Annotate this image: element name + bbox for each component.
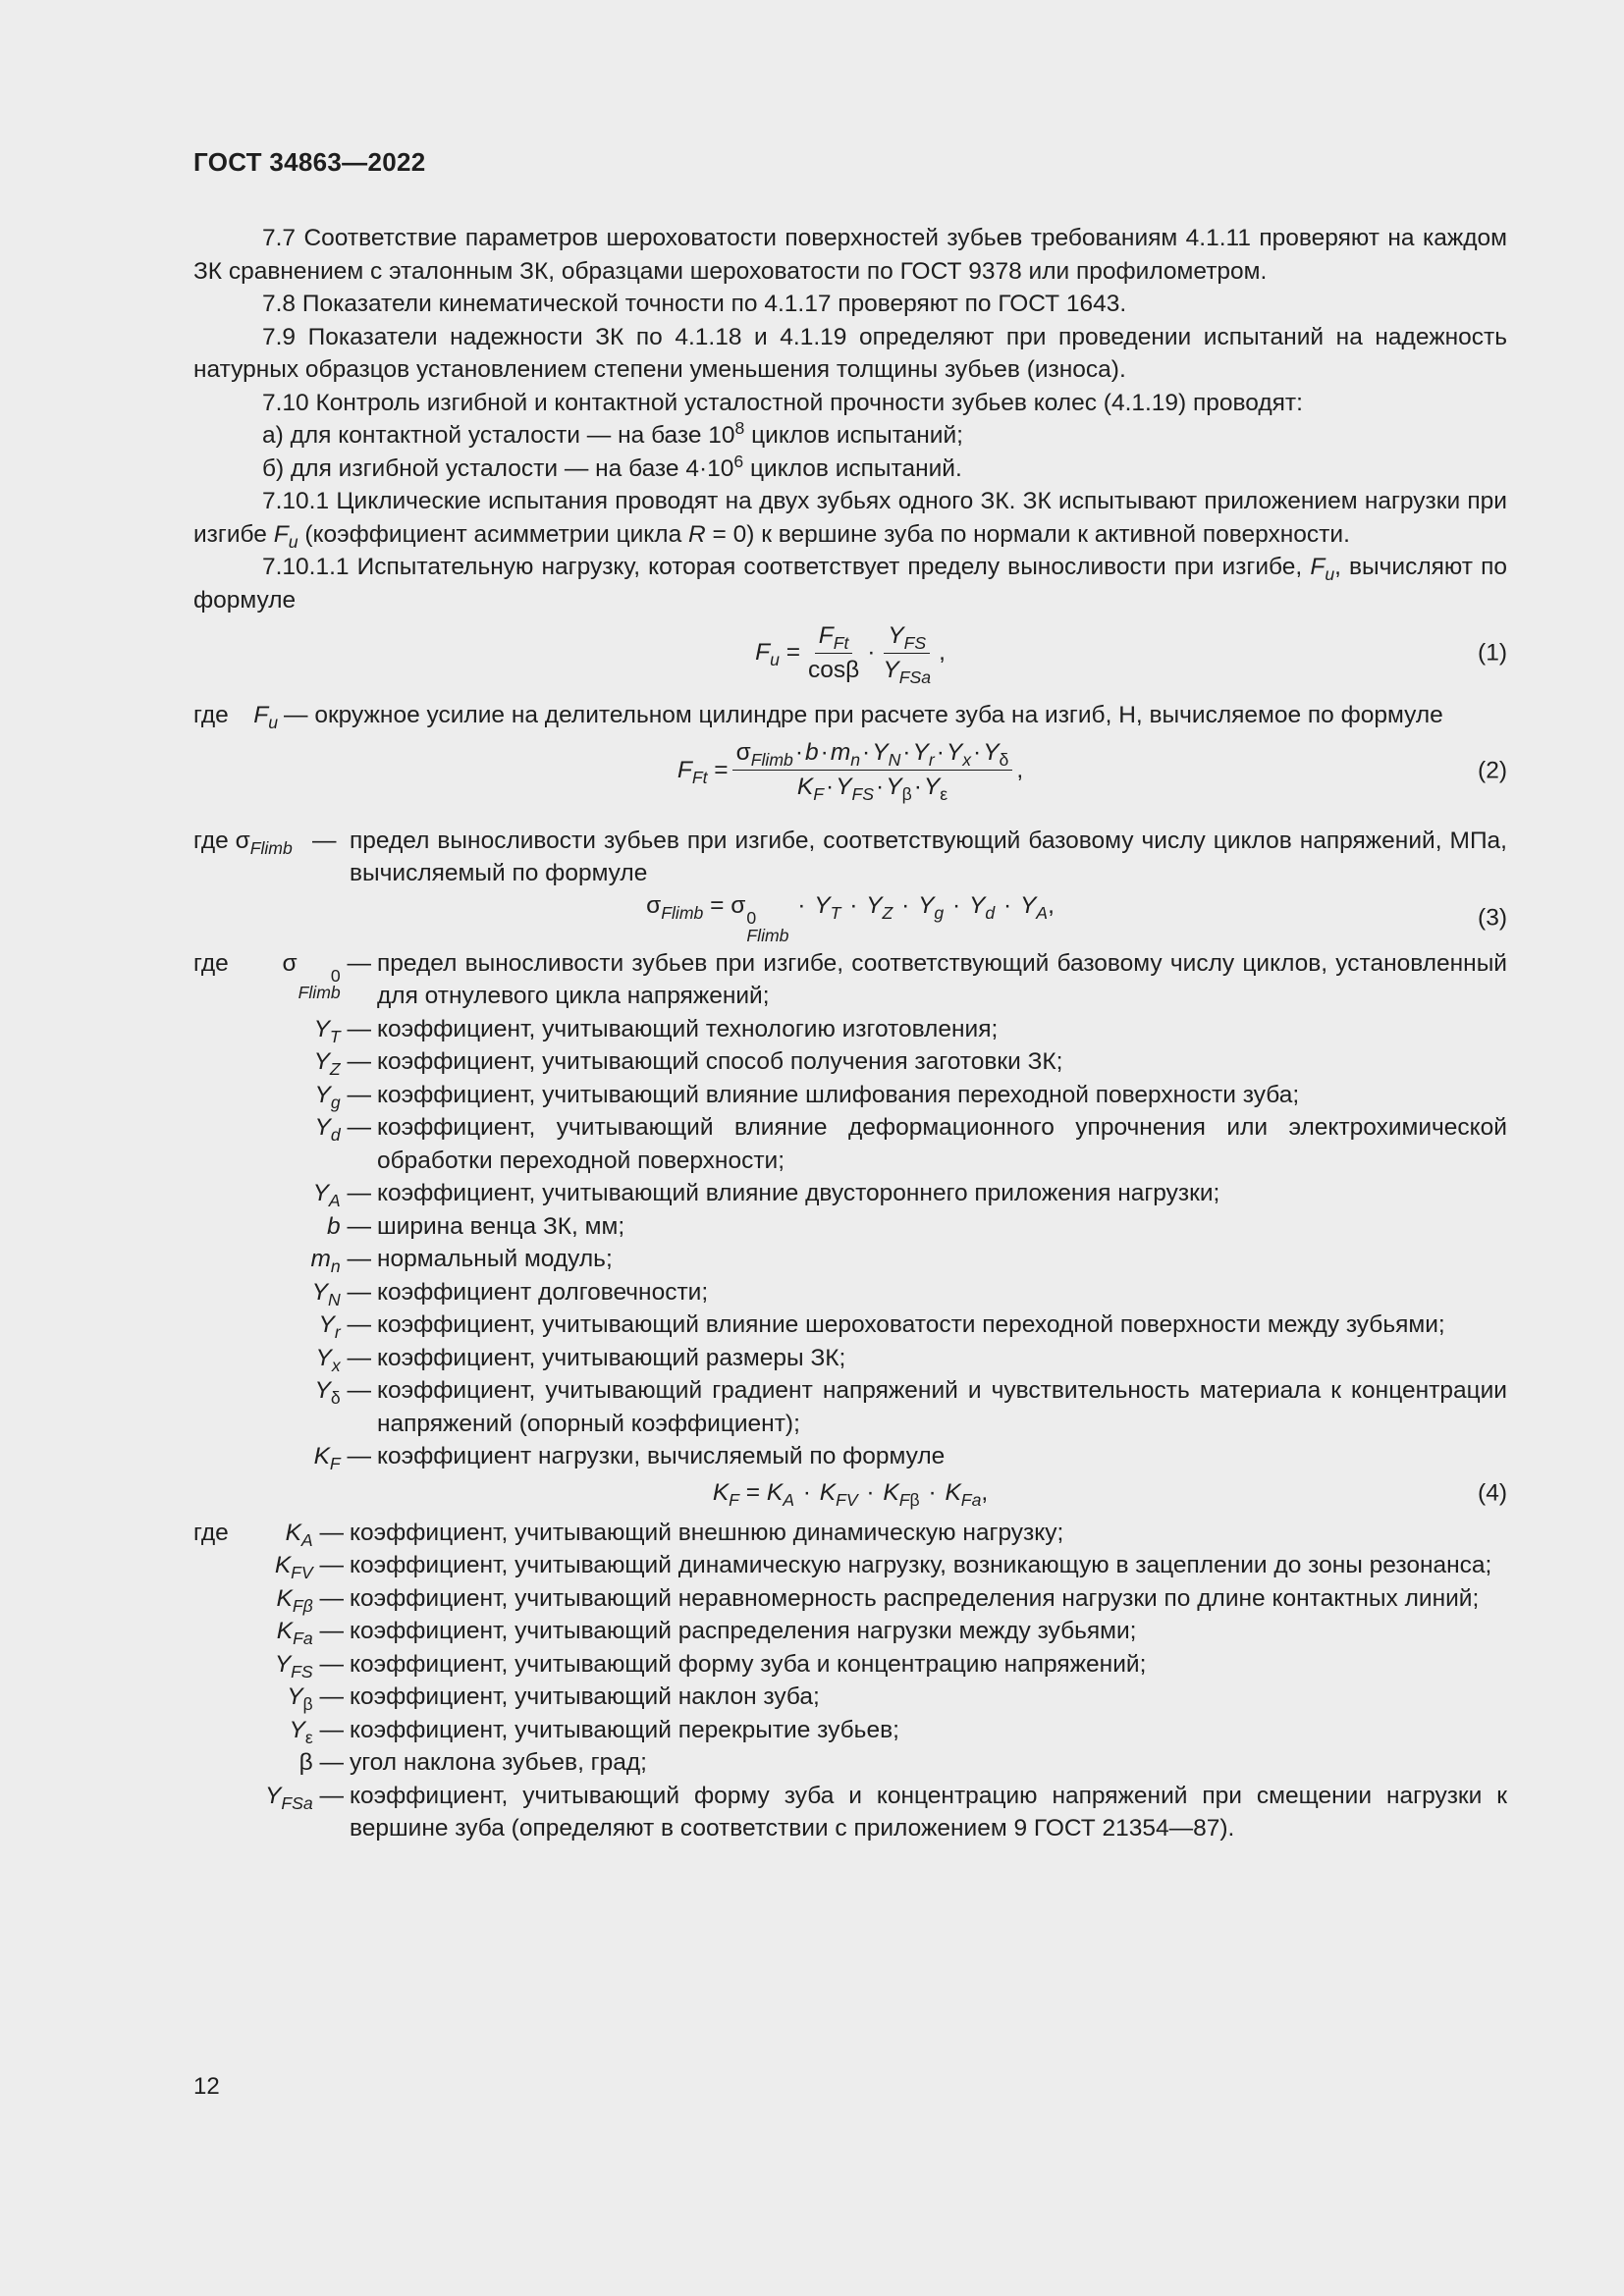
symbol-sub: FSa (281, 1792, 313, 1813)
definition-text: коэффициент, учитывающий влияние двустороннего приложения нагрузки; (377, 1180, 1220, 1206)
symbol-cell (193, 1177, 371, 1210)
symbol-cell (193, 1746, 344, 1780)
definition-text: коэффициент нагрузки, вычисляемый по формуле (377, 1443, 946, 1469)
symbol-cell (193, 1276, 371, 1309)
equation-2: $F_{Ft}$ = $\frac{\sigma_{Flimb}\cdot b\cdot m_n\cdot Y_N\cdot Y_r\cdot Y_x\cdot Y_\delta}{K_F\cdot Y_{FS}\cdot Y_\beta\cdot Y_\varepsilon}$ , (2) (677, 739, 1507, 805)
definition-text: коэффициент, учитывающий внешнюю динамическую нагрузку; (350, 1519, 1064, 1546)
definition-text: коэффициент долговечности; (377, 1278, 709, 1306)
symbol-sub: N (327, 1289, 341, 1309)
symbol: $Y_\delta$ — (314, 1377, 371, 1409)
symbol-cell (193, 1342, 371, 1375)
symbol: $m_n$ — (310, 1246, 371, 1277)
symbol-letter: K (313, 1443, 330, 1469)
definition-block-2 (193, 825, 1507, 890)
symbol: $Y_\varepsilon$ — (289, 1716, 344, 1747)
paragraph-7-10-1-1: 7.10.1.1 Испытательную нагрузку, которая соответствует пределу выносливости при изгибе, $F_и$, вычисляют по формуле (193, 554, 1507, 614)
where-label: где (193, 1519, 229, 1546)
list-item-b: б) для изгибной усталости — на базе $4\cdot 10^6$ циклов испытаний. (262, 451, 962, 482)
symbol-cell (193, 1111, 371, 1177)
document-body (193, 222, 1507, 1845)
definition-text: коэффициент, учитывающий динамическую нагрузку, возникающую в зацеплении до зоны резонанса; (350, 1552, 1492, 1578)
definition-text: коэффициент, учитывающий распределения нагрузки между зубьями; (350, 1618, 1137, 1644)
definition-text: коэффициент, учитывающий влияние шероховатости переходной поверхности между зубьями; (377, 1311, 1445, 1338)
symbol-cell (193, 1243, 371, 1276)
symbol-F-i: $F_и$ (253, 702, 278, 733)
definition-text: ширина венца ЗК, мм; (377, 1212, 625, 1240)
definition-text: — окружное усилие на делительном цилиндре при расчете зуба на изгиб, Н, вычисляемое по формуле (284, 702, 1443, 728)
symbol-letter: Y (289, 1716, 305, 1743)
symbol-cell (193, 1374, 371, 1440)
symbol-cell (193, 1210, 371, 1244)
symbol: $K_{FV}$ — (274, 1552, 344, 1583)
symbol-cell (193, 1079, 371, 1112)
symbol: σ 0 Flimb — (282, 949, 371, 1003)
definition-text: коэффициент, учитывающий неравномерность распределения нагрузки по длине контактных линий; (350, 1584, 1480, 1612)
symbol: b — (327, 1212, 371, 1240)
symbol-supsub (298, 965, 341, 1003)
symbol-cell (193, 1013, 371, 1046)
definition-text: предел выносливости зубьев при изгибе, соответствующий базовому числу циклов, установленный для отнулевого цикла напряжений; (377, 949, 1507, 1009)
where-label: где (193, 949, 229, 977)
document-header: ГОСТ 34863—2022 (193, 147, 426, 177)
symbol: $Y_x$ — (315, 1344, 371, 1375)
equation-3: $\sigma_{Flimb} = \sigma$ 0 Flimb · $Y_T \cdot Y_Z \cdot Y_g \cdot Y_d \cdot Y_A$, (3) (646, 892, 1507, 946)
definition-block-1 (193, 699, 1507, 732)
equation-4: $K_F = K_A \cdot K_{FV} \cdot K_{F\beta} \cdot K_{Fa}$, (4) (193, 1473, 1507, 1513)
symbol-sub: F (329, 1454, 341, 1474)
definition-text: коэффициент, учитывающий наклон зуба; (350, 1683, 820, 1710)
equation-number-2: (2) (1478, 756, 1507, 783)
definition-text: коэффициент, учитывающий размеры ЗК; (377, 1344, 846, 1371)
symbol-sub: ε (304, 1727, 313, 1747)
paragraph-7-7: 7.7 Соответствие параметров шероховатости поверхностей зубьев требованиям 4.1.11 проверяют на каждом ЗК сравнением с эталонным ЗК, образцами шероховатости по ГОСТ 9378 или профилометром. (193, 225, 1507, 285)
symbol-letter: Y (314, 1081, 331, 1108)
definition-text: нормальный модуль; (377, 1246, 613, 1272)
symbol-letter: Y (265, 1782, 282, 1809)
symbol: $K_A$ — (285, 1519, 344, 1550)
symbol-sub: x (331, 1355, 341, 1375)
symbol: $Y_\beta$ — (287, 1683, 344, 1715)
definition-block-3 (193, 947, 1507, 1473)
definition-text: коэффициент, учитывающий перекрытие зубьев; (350, 1716, 899, 1743)
symbol-letter: Y (313, 1048, 330, 1075)
symbol-letter: m (310, 1246, 331, 1272)
symbol-letter: K (274, 1552, 292, 1578)
definition-text: угол наклона зубьев, град; (350, 1749, 647, 1776)
equation-1: $F_и$ = $\frac{F_{Ft}}{\cos\beta}$ · $\frac{Y_{FS}}{Y_{FSa}}$ , (1) (755, 621, 1507, 687)
definition-block-4 (193, 1517, 1507, 1845)
symbol: $K_F$ — (313, 1443, 371, 1474)
symbol-cell (193, 1714, 344, 1747)
definition-text: коэффициент, учитывающий градиент напряжений и чувствительность материала к концентрации напряжений (опорный коэффициент); (377, 1377, 1507, 1437)
symbol-sup: 0 (330, 965, 341, 986)
symbol: $Y_Z$ — (313, 1048, 371, 1080)
symbol-cell (193, 1582, 344, 1616)
symbol: β — (298, 1749, 344, 1776)
definition-text: коэффициент, учитывающий влияние шлифования переходной поверхности зуба; (377, 1081, 1300, 1108)
symbol-letter: Y (314, 1377, 331, 1404)
definition-text: коэффициент, учитывающий влияние деформационного упрочнения или электрохимической обработки переходной поверхности; (377, 1114, 1507, 1174)
symbol-letter: b (327, 1212, 341, 1240)
symbol-cell (193, 1549, 344, 1582)
symbol-sub: A (328, 1191, 341, 1211)
equation-number-4: (4) (1478, 1478, 1507, 1506)
symbol-sub: d (330, 1125, 341, 1146)
paragraph-7-10: 7.10 Контроль изгибной и контактной усталостной прочности зубьев колес (4.1.19) проводят: (262, 389, 1303, 416)
symbol-sub: β (302, 1694, 313, 1715)
symbol: $K_{Fa}$ — (276, 1618, 344, 1649)
symbol-cell (193, 1648, 344, 1682)
symbol-sub: Fβ (292, 1595, 313, 1616)
symbol-cell (193, 1045, 371, 1079)
where-label: где (193, 702, 229, 728)
symbol: $Y_N$ — (311, 1278, 371, 1309)
symbol-letter: β (298, 1749, 313, 1776)
symbol-letter: K (285, 1519, 301, 1546)
symbol: $Y_{FS}$ — (274, 1650, 344, 1682)
paragraph-7-10-1: 7.10.1 Циклические испытания проводят на двух зубьях одного ЗК. ЗК испытывают приложением нагрузки при изгибе $F_и$ (коэффициент асимметрии цикла R = 0) к вершине зуба по нормали к активной поверхности. (193, 488, 1507, 552)
symbol-sub: g (330, 1092, 341, 1112)
equation-number-1: (1) (1478, 639, 1507, 667)
symbol-sub: r (334, 1322, 341, 1343)
symbol-letter: Y (312, 1180, 329, 1206)
symbol: $Y_T$ — (313, 1015, 371, 1046)
symbol-sub: T (329, 1026, 341, 1046)
symbol: $K_{F\beta}$ — (276, 1584, 344, 1616)
symbol-letter: Y (274, 1650, 292, 1678)
symbol-letter: Y (314, 1114, 331, 1141)
symbol: $Y_A$ — (312, 1180, 371, 1211)
symbol-cell (193, 1308, 371, 1342)
symbol-letter: σ (282, 949, 298, 977)
definition-text: коэффициент, учитывающий форму зуба и концентрацию напряжений при смещении нагрузки к вершине зуба (определяют в соответствии с приложением 9 ГОСТ 21354—87). (350, 1782, 1507, 1842)
symbol-sub: Flimb (298, 983, 341, 1003)
symbol-cell (193, 1681, 344, 1714)
paragraph-7-8: 7.8 Показатели кинематической точности по 4.1.17 проверяют по ГОСТ 1643. (262, 291, 1127, 317)
symbol-sub: FV (291, 1563, 313, 1583)
list-item-a: а) для контактной усталости — на базе $10^8$ циклов испытаний; (262, 418, 963, 449)
symbol: $Y_r$ — (318, 1311, 371, 1343)
symbol-letter: Y (315, 1344, 332, 1371)
symbol-sub: n (330, 1256, 341, 1277)
symbol-sub: δ (330, 1388, 341, 1409)
page-number: 12 (193, 2073, 220, 2100)
symbol-sub: Z (329, 1059, 341, 1080)
symbol-cell (193, 1780, 344, 1845)
definition-text: предел выносливости зубьев при изгибе, соответствующий базовому числу циклов напряжений, МПа, вычисляемый по формуле (350, 827, 1507, 886)
symbol: $Y_{FSa}$ — (265, 1782, 344, 1813)
definition-text: коэффициент, учитывающий технологию изготовления; (377, 1015, 999, 1042)
symbol-letter: Y (313, 1015, 330, 1042)
symbol-cell (193, 947, 371, 1013)
definition-text: коэффициент, учитывающий способ получения заготовки ЗК; (377, 1048, 1063, 1075)
symbol: $Y_g$ — (314, 1081, 371, 1112)
symbol-letter: K (276, 1584, 293, 1612)
symbol-cell (193, 1615, 344, 1648)
symbol-sub: FS (291, 1661, 313, 1682)
definition-text: коэффициент, учитывающий форму зуба и концентрацию напряжений; (350, 1650, 1147, 1678)
symbol-sub: A (300, 1529, 313, 1550)
symbol-cell (193, 1440, 371, 1473)
symbol-sub: Fa (293, 1629, 313, 1649)
where-label: где $\sigma_{Flimb}$ (193, 827, 293, 858)
symbol: $Y_d$ — (314, 1114, 371, 1146)
symbol-letter: K (276, 1618, 294, 1644)
symbol-letter: Y (311, 1278, 328, 1306)
paragraph-7-9: 7.9 Показатели надежности ЗК по 4.1.18 и 4.1.19 определяют при проведении испытаний на надежность натурных образцов установлением степени уменьшения толщины зубьев (износа). (193, 323, 1507, 383)
symbol-cell (193, 1517, 344, 1550)
symbol-letter: Y (287, 1683, 303, 1710)
equation-number-3: (3) (1478, 903, 1507, 931)
symbol-letter: Y (318, 1311, 335, 1338)
dash: — (312, 827, 337, 854)
